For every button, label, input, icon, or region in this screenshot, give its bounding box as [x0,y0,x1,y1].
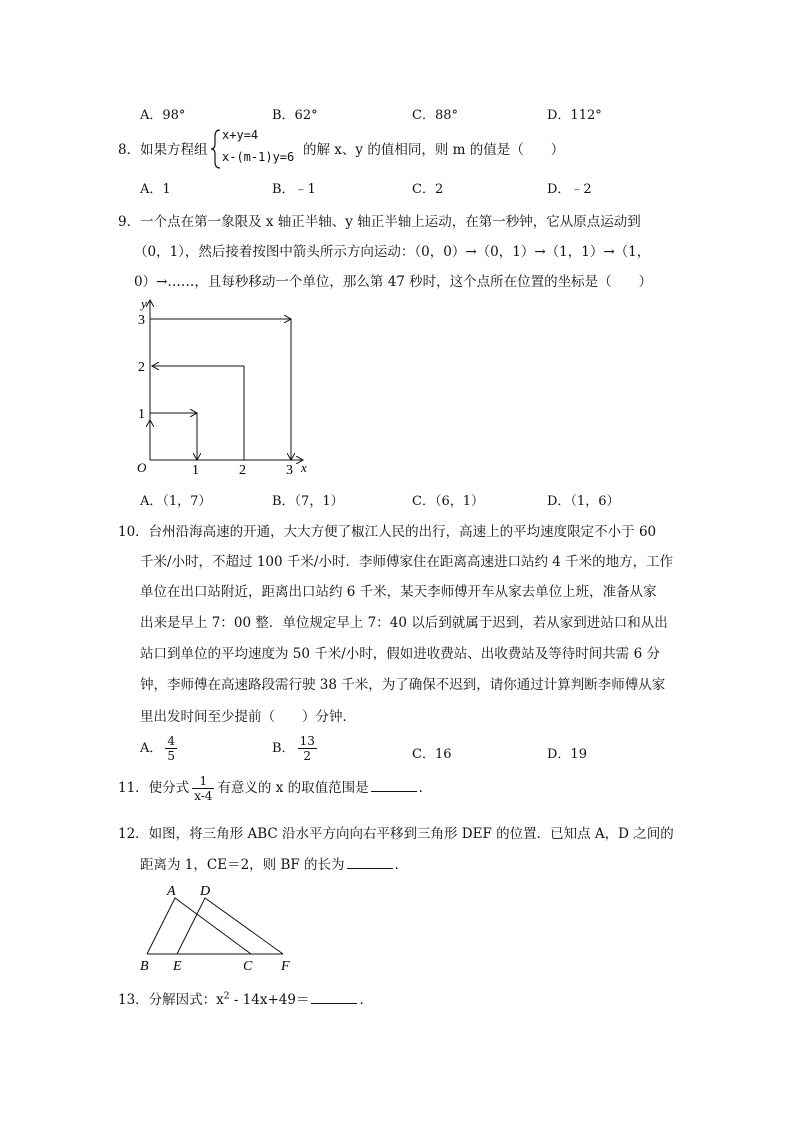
q7-option-c[interactable]: C．88° [412,108,458,123]
q7-option-b[interactable]: B．62° [272,108,318,123]
q11-fraction [192,774,214,803]
q8-stem-pre: 如果方程组 [140,142,208,158]
q9-option-a[interactable]: A．（1，7） [140,494,212,509]
point-d-label: D [200,884,211,899]
q8-option-b[interactable]: B．﹣1 [272,182,316,197]
q13-exponent: 2 [223,991,230,1002]
q13-end: ． [359,992,373,1008]
q10-line-1: 10．台州沿海高速的开通，大大方便了椒江人民的出行，高速上的平均速度限定不小于 60 [118,524,657,540]
origin-label: O [137,460,147,475]
fraction-denominator: x-4 [194,789,213,803]
q10-option-d[interactable]: D．19 [547,747,587,762]
q12-line-2-text: 距离为 1，CE＝2，则 BF 的长为 [140,857,345,873]
q8-option-a[interactable]: A．1 [140,182,171,197]
q12-line-2 [140,853,408,873]
q11-answer-blank[interactable] [371,779,417,792]
q10-line-3: 单位在出口站附近，距离出口站约 6 千米，某天李师傅开车从家去单位上班，准备从家 [140,584,657,600]
q8-option-d[interactable]: D．﹣2 [547,182,592,197]
question-13 [118,988,373,1008]
q9-option-b[interactable]: B．（7，1） [272,494,344,509]
x-axis-label: x [301,460,307,475]
point-c-label: C [243,959,253,974]
q10-option-a-label: A． [140,741,163,756]
q10-line-6: 钟，李师傅在高速路段需行驶 38 千米，为了确保不迟到，请你通过计算判断李师傅从家 [140,677,666,693]
q11-end: ． [418,780,433,796]
fraction-denominator: 2 [303,749,312,763]
q11-post: 有意义的 x 的取值范围是 [217,780,369,796]
q12-line-1: 12．如图，将三角形 ABC 沿水平方向向右平移到三角形 DEF 的位置．已知点 A，D 之间的 [118,826,674,842]
q8-equation-1: x+y=4 [222,128,259,142]
x-tick-label: 3 [286,463,293,478]
x-tick-label: 2 [239,463,246,478]
triangle-def [177,898,283,954]
point-f-label: F [281,959,290,974]
point-b-label: B [140,959,149,974]
point-a-label: A [167,884,176,899]
q12-end: ． [394,857,409,873]
q12-triangle-figure [135,882,300,974]
x-tick-label: 1 [192,463,199,478]
q9-option-c[interactable]: C．（6，1） [412,494,484,509]
point-e-label: E [173,959,182,974]
q7-option-a[interactable]: A．98° [140,108,186,123]
q10-option-a[interactable] [140,734,180,763]
q8-equation-2: x-(m-1)y=6 [222,150,295,164]
y-axis-label: y [141,296,147,311]
q9-option-d[interactable]: D．（1，6） [547,494,620,509]
q9-line-1: 9．一个点在第一象限及 x 轴正半轴、y 轴正半轴上运动，在第一秒钟，它从原点运动到 [118,214,641,230]
q10-line-7: 里出发时间至少提前（ ）分钟． [140,709,356,725]
triangle-abc [147,898,251,954]
brace-icon [210,128,222,170]
q9-path-figure [125,292,325,480]
fraction-numerator: 13 [299,734,315,748]
q8-stem-post: 的解 x、y 的值相同，则 m 的值是（ ） [303,142,565,158]
q10-line-5: 站口到单位的平均速度为 50 千米/小时，假如进收费站、出收费站及等待时间共需 6 分 [140,646,660,662]
q10-option-b-fraction [298,734,317,763]
q8-option-c[interactable]: C．2 [412,182,444,197]
fraction-numerator: 1 [192,774,214,789]
y-tick-label: 2 [138,360,145,375]
q10-line-4: 出来是早上 7：00 整．单位规定早上 7：40 以后到就属于迟到，若从家到进站口和从出 [140,615,668,631]
q9-line-2: （0，1），然后接着按图中箭头所示方向运动：（0，0）→（0，1）→（1，1）→（1， [134,244,651,260]
q10-option-c[interactable]: C．16 [412,747,452,762]
q10-option-b-label: B． [272,741,295,756]
q10-option-b[interactable] [272,734,320,763]
q13-answer-blank[interactable] [311,991,357,1004]
q10-option-a-fraction [165,734,177,763]
fraction-numerator: 4 [167,734,176,748]
q13-pre: 13．分解因式：x [118,992,224,1008]
q7-option-d[interactable]: D．112° [547,108,602,123]
q8-number: 8． [118,142,141,158]
fraction-denominator: 5 [167,749,176,763]
question-11 [118,774,432,803]
q11-pre: 11．使分式 [118,780,190,796]
y-tick-label: 3 [138,313,145,328]
q9-line-3: 0）→……，且每秒移动一个单位，那么第 47 秒时，这个点所在位置的坐标是（ ） [134,274,653,290]
q10-line-2: 千米/小时，不超过 100 千米/小时．李师傅家住在距离高速进口站约 4 千米的地方，工作 [140,554,674,570]
q12-answer-blank[interactable] [347,856,393,869]
q13-mid: - 14x+49＝ [229,992,310,1008]
y-tick-label: 1 [138,407,145,422]
